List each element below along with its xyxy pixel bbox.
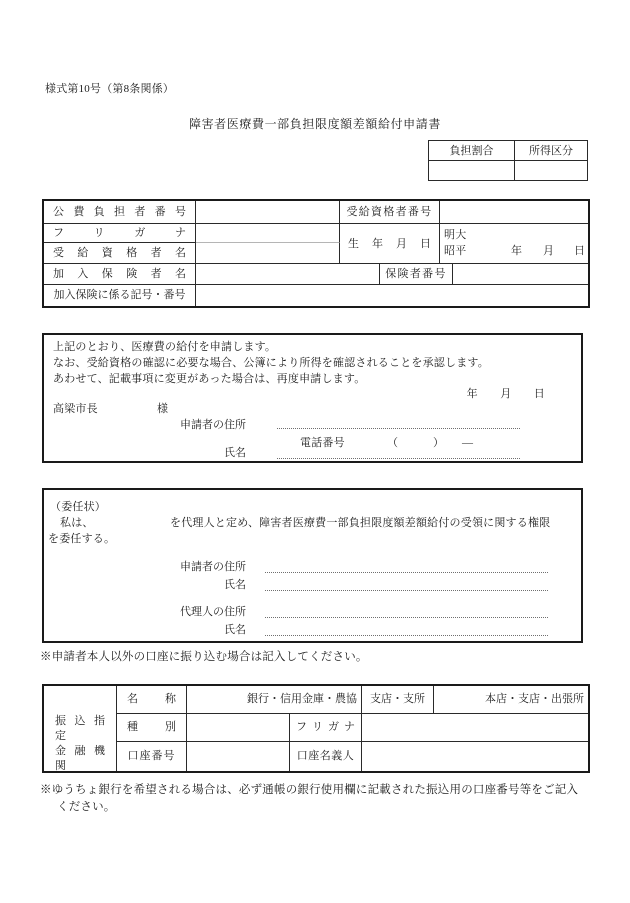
proxy-statement-end: を委任する。	[48, 533, 116, 545]
statement-line-1: 上記のとおり、医療費の給付を申請します。	[53, 341, 277, 353]
yucho-note-line1: ※ゆうちょ銀行を希望される場合は、必ず通帳の銀行使用欄に記載された振込用の口座番号等をご記入	[40, 784, 579, 796]
proxy-statement-rest: を代理人と定め、障害者医療費一部負担限度額差額給付の受領に関する権限	[170, 517, 551, 529]
honorific-label: 様	[157, 403, 169, 415]
income-category-header: 所得区分	[515, 141, 587, 161]
proxy-applicant-address-label: 申請者の住所	[180, 561, 246, 573]
mayor-label: 高梁市長	[53, 403, 98, 415]
proxy-applicant-name-rule	[265, 580, 548, 591]
applicant-name-rule	[277, 448, 520, 459]
bank-table	[42, 684, 590, 773]
statement-line-2: なお、受給資格の確認に必要な場合、公簿により所得を確認されることを承認します。	[53, 357, 489, 369]
applicant-address-label: 申請者の住所	[180, 419, 246, 431]
era-showa-heisei: 昭平	[444, 245, 467, 257]
phone-dash: ―	[462, 437, 474, 449]
recipient-name-label: 受 給 資 格 者 名	[44, 243, 196, 264]
account-number-field	[187, 742, 290, 771]
application-box	[42, 333, 583, 463]
insurer-name-label: 加 入 保 険 者 名	[44, 264, 196, 285]
bank-furigana-label: フ リ ガ ナ	[290, 714, 362, 742]
furigana-field	[196, 224, 340, 243]
burden-ratio-header: 負担割合	[429, 141, 515, 161]
statement-line-3: あわせて、記載事項に変更があった場合は、再度申請します。	[53, 373, 366, 385]
furigana-label: フ リ ガ ナ	[44, 224, 196, 243]
recipient-number-field	[440, 201, 588, 224]
transfer-note: ※申請者本人以外の口座に振り込む場合は記入してください。	[40, 651, 368, 663]
branch-label: 支店・支所	[362, 686, 434, 714]
birth-month-label: 月	[543, 245, 555, 257]
form-number: 様式第10号（第8条関係）	[45, 83, 175, 95]
account-holder-label: 口座名義人	[290, 742, 362, 771]
public-payer-number-label: 公 費 負 担 者 番 号	[44, 201, 196, 224]
branch-field: 本店・支店・出張所	[434, 686, 588, 714]
birthdate-label: 生 年 月 日	[340, 224, 440, 264]
proxy-box	[42, 488, 583, 643]
phone-paren-close: ）	[433, 437, 445, 449]
birth-year-label: 年	[511, 245, 523, 257]
bank-furigana-field	[362, 714, 588, 742]
proxy-agent-address-label: 代理人の住所	[180, 606, 246, 618]
burden-income-table	[428, 140, 588, 181]
phone-label: 電話番号	[300, 437, 345, 449]
proxy-applicant-address-rule	[265, 562, 548, 573]
proxy-agent-name-label: 氏名	[224, 624, 246, 636]
insurance-symbol-field	[196, 285, 588, 306]
birth-day-label: 日	[574, 245, 586, 257]
recipient-number-label: 受給資格者番号	[340, 201, 440, 224]
insurer-number-field	[453, 264, 588, 285]
account-type-field	[187, 714, 290, 742]
applicant-name-label: 氏名	[224, 447, 246, 459]
account-type-label: 種 別	[117, 714, 187, 742]
bank-institution-label: 振 込 指 定 金 融 機 関	[44, 686, 117, 771]
account-number-label: 口座番号	[117, 742, 187, 771]
proxy-applicant-name-label: 氏名	[224, 579, 246, 591]
insurer-number-label: 保険者番号	[380, 264, 453, 285]
insurer-name-field	[196, 264, 380, 285]
era-meiji-taisho: 明大	[444, 229, 467, 241]
proxy-heading: （委任状）	[50, 501, 106, 513]
yucho-note-line2: ください。	[57, 801, 116, 813]
bank-name-field: 銀行・信用金庫・農協	[187, 686, 362, 714]
phone-paren-open: （	[387, 437, 399, 449]
public-payer-number-field	[196, 201, 340, 224]
income-category-value-cell	[515, 161, 587, 180]
proxy-agent-address-rule	[265, 607, 548, 618]
application-date: 年 月 日	[466, 388, 545, 400]
burden-ratio-value-cell	[429, 161, 515, 180]
era-birthdate-cell	[440, 224, 588, 264]
account-holder-field	[362, 742, 588, 771]
page-title: 障害者医療費一部負担限度額差額給付申請書	[188, 117, 441, 131]
applicant-address-rule	[277, 418, 520, 429]
recipient-info-table	[42, 199, 590, 308]
proxy-statement-start: 私は、	[60, 517, 94, 529]
bank-name-label: 名 称	[117, 686, 187, 714]
proxy-agent-name-rule	[265, 625, 548, 636]
insurance-symbol-label: 加入保険に係る記号・番号	[44, 285, 196, 306]
recipient-name-field	[196, 243, 340, 264]
